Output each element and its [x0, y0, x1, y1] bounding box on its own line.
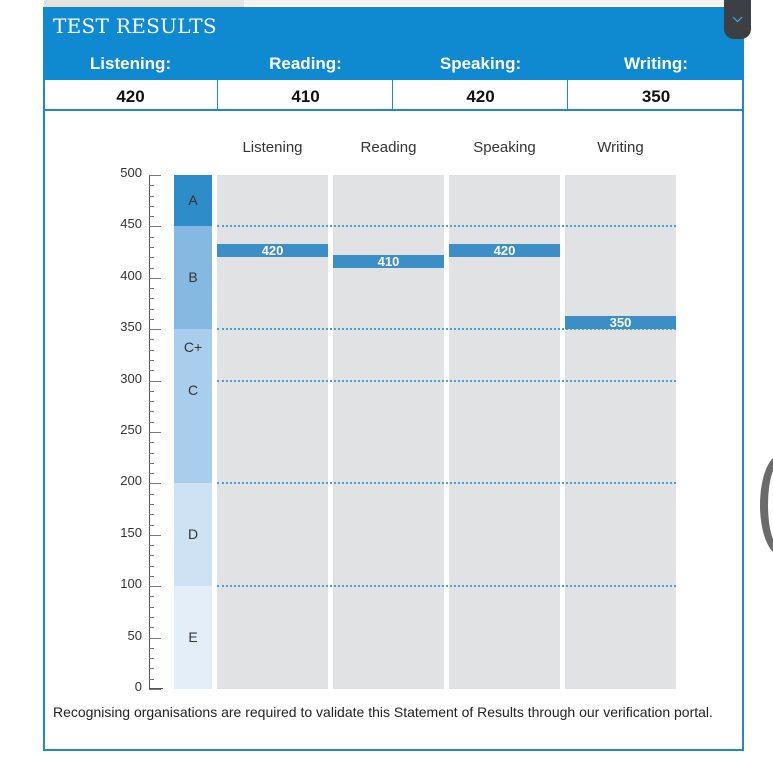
y-tick-major — [149, 638, 161, 639]
y-tick-minor — [149, 370, 154, 371]
level-band-label: A — [188, 191, 198, 208]
y-tick-minor — [149, 514, 154, 515]
skill-label-listening: Listening: — [89, 54, 172, 73]
y-tick-label: 450 — [120, 216, 142, 232]
y-tick-minor — [149, 494, 154, 495]
column-header: Speaking — [473, 139, 536, 156]
score-reading: 410 — [291, 87, 320, 106]
y-tick-major — [149, 381, 161, 382]
y-tick-major — [149, 329, 161, 330]
score-listening: 420 — [116, 87, 145, 106]
reference-line — [217, 482, 676, 484]
score-speaking: 420 — [466, 87, 495, 106]
level-band-label: C — [187, 381, 199, 398]
score-bar: 420 — [449, 244, 560, 257]
y-tick-minor — [149, 206, 154, 207]
y-tick-minor — [149, 196, 154, 197]
y-tick-minor — [149, 679, 154, 680]
level-band-label: E — [188, 628, 198, 645]
y-tick-minor — [149, 288, 154, 289]
y-tick-minor — [149, 391, 154, 392]
y-tick-minor — [149, 422, 154, 423]
y-tick-major — [149, 278, 161, 279]
score-bar: 350 — [565, 316, 676, 329]
y-tick-major — [149, 432, 161, 433]
side-button[interactable] — [760, 455, 773, 555]
y-tick-minor — [149, 617, 154, 618]
y-tick-label: 400 — [120, 267, 142, 283]
y-tick-minor — [149, 360, 154, 361]
score-writing: 350 — [641, 87, 671, 106]
skill-column — [565, 175, 676, 689]
y-tick-minor — [149, 401, 154, 402]
reference-line — [217, 380, 676, 382]
y-tick-minor — [149, 453, 154, 454]
column-header: Listening — [242, 139, 303, 156]
y-tick-minor — [149, 411, 154, 412]
score-bar: 410 — [333, 255, 444, 268]
y-tick-label: 0 — [134, 679, 142, 694]
y-tick-minor — [149, 309, 154, 310]
chevron-down-icon: ⌵ — [732, 10, 743, 25]
y-tick-label: 300 — [120, 370, 142, 386]
y-tick-minor — [149, 627, 154, 628]
y-tick-major — [149, 535, 161, 536]
y-tick-label: 250 — [120, 422, 142, 437]
y-tick-label: 50 — [127, 627, 142, 643]
y-tick-label: 200 — [120, 473, 142, 489]
y-tick-minor — [149, 668, 154, 669]
y-tick-minor — [149, 185, 154, 186]
y-tick-minor — [149, 237, 154, 238]
y-tick-major — [149, 226, 161, 227]
y-tick-minor — [149, 350, 154, 351]
y-tick-minor — [149, 504, 154, 505]
top-strip — [244, 0, 724, 5]
collapse-button[interactable] — [724, 0, 751, 39]
y-tick-minor — [149, 268, 154, 269]
y-tick-minor — [149, 555, 154, 556]
column-header: Reading — [360, 139, 417, 156]
y-tick-major — [149, 689, 161, 690]
y-tick-minor — [149, 576, 154, 577]
page-title: TEST RESULTS — [53, 14, 217, 38]
y-tick-label: 500 — [120, 165, 142, 180]
y-tick-minor — [149, 319, 154, 320]
y-tick-minor — [149, 247, 154, 248]
y-tick-minor — [149, 658, 154, 659]
y-tick-label: 350 — [120, 319, 142, 335]
skill-label-reading: Reading: — [269, 54, 342, 73]
score-bar: 420 — [217, 244, 328, 257]
level-band — [174, 329, 212, 380]
y-tick-minor — [149, 473, 154, 474]
y-tick-minor — [149, 596, 154, 597]
skill-label-writing: Writing: — [624, 54, 688, 73]
y-tick-minor — [149, 257, 154, 258]
level-band-label: D — [187, 525, 199, 542]
y-tick-minor — [149, 298, 154, 299]
y-tick-minor — [149, 545, 154, 546]
footer-note: Recognising organisations are required to validate this Statement of Results through our verification portal. — [53, 704, 713, 720]
level-band-label: C+ — [183, 338, 203, 355]
y-tick-label: 100 — [120, 576, 142, 592]
y-tick-minor — [149, 607, 154, 608]
column-header: Writing — [597, 139, 644, 156]
skill-column — [333, 175, 444, 689]
skill-label-speaking: Speaking: — [439, 54, 522, 73]
level-band-label: B — [188, 268, 198, 285]
y-tick-major — [149, 483, 161, 484]
y-tick-major — [149, 586, 161, 587]
y-tick-minor — [149, 463, 154, 464]
y-tick-minor — [149, 566, 154, 567]
reference-line — [217, 585, 676, 587]
y-tick-minor — [149, 525, 154, 526]
y-tick-minor — [149, 442, 154, 443]
y-tick-minor — [149, 648, 154, 649]
y-tick-minor — [149, 339, 154, 340]
reference-line — [217, 225, 676, 227]
y-tick-minor — [149, 216, 154, 217]
y-tick-major — [149, 175, 161, 176]
y-tick-label: 150 — [120, 524, 142, 540]
top-strip — [44, 0, 244, 7]
